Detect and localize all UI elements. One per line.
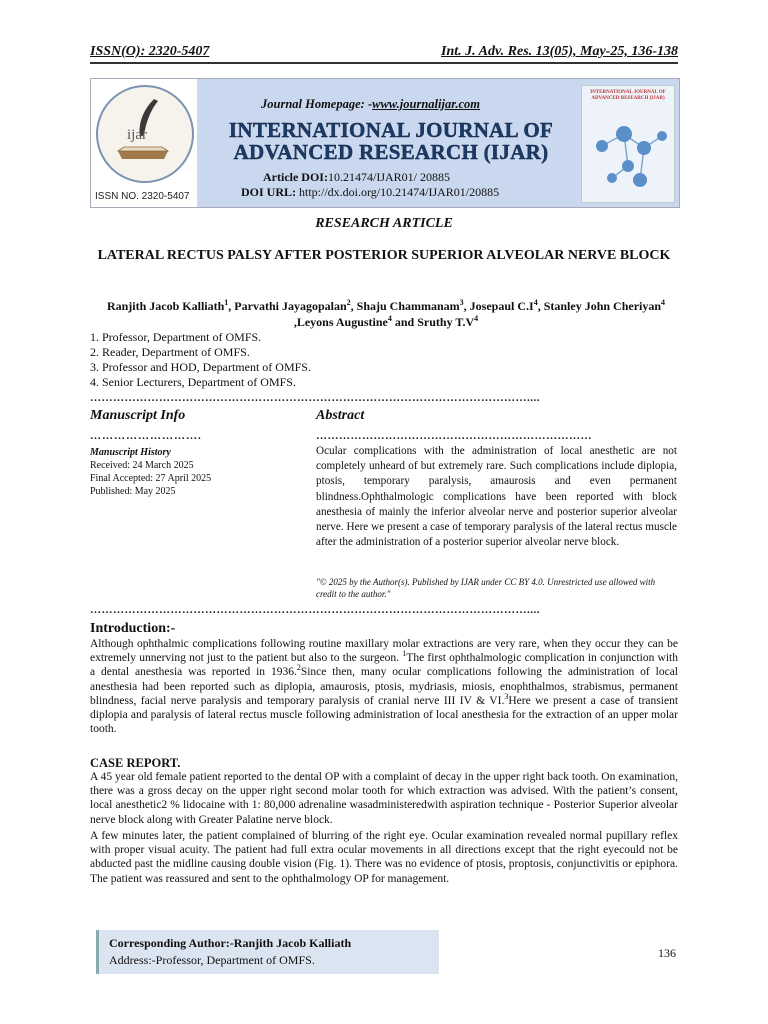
journal-title-line1: INTERNATIONAL JOURNAL OF: [228, 118, 554, 142]
affiliations: [90, 330, 311, 390]
molecule-icon: [582, 86, 674, 202]
affiliation-item: 4. Senior Lecturers, Department of OMFS.: [90, 375, 296, 389]
doi-url[interactable]: http://dx.doi.org/10.21474/IJAR01/20885: [296, 185, 500, 199]
journal-banner: [90, 78, 680, 208]
article-title: LATERAL RECTUS PALSY AFTER POSTERIOR SUPERIOR ALVEOLAR NERVE BLOCK: [97, 248, 671, 263]
manuscript-history: [90, 446, 211, 498]
separator-top: ……………………………………………………………………………………………………....: [90, 392, 540, 404]
introduction-heading: Introduction:-: [90, 621, 176, 636]
authors-line1: Ranjith Jacob Kalliath$^1$, Parvathi Jayagopalan$^2$, Shaju Chammanam$^3$, Josepaul $C.I^4$, Stanley John Cheriyan$^4$: [106, 298, 666, 313]
received-date: Received: 24 March 2025: [90, 460, 194, 471]
affiliation-item: 3. Professor and HOD, Department of OMFS.: [90, 360, 311, 374]
article-type: RESEARCH ARTICLE: [315, 216, 453, 231]
history-heading: Manuscript History: [90, 447, 171, 458]
citation-header: Int. J. Adv. Res. 13(05), May-25, 136-138: [441, 44, 678, 59]
introduction-text: Although ophthalmic complications following routine maxillary molar extractions are very rare, when they occur they can be extremely unnerving not just to the patient but also to the surgeon. $^1$The first ophthalmologic complication in conjunction with a dental anesthesia was reported in 1936.$^2$Since then, many ocular complications following the administration of local anesthesia had been reported such as diplopia, amaurosis, ptosis, mydriasis, miosis, enophthalmos, strabismus, permanent blindness, facial nerve paralysis and temporary paralysis of cranial nerve III IV & VI.$^3$Here we present a case of transient diplopia and paralysis of lateral rectus muscle following administration of local anesthesia for the extraction of an upper molar tooth.: [90, 638, 679, 736]
abstract-dots: ………………………………………………………………: [316, 430, 592, 442]
page-number: 136: [658, 946, 676, 960]
corresponding-author-box: [96, 930, 439, 974]
case-report-para1: A 45 year old female patient reported to the dental OP with a complaint of decay in the upper right back tooth. On examination, there was a gross decay on the upper right second molar tooth for which extraction was advised. With the patient’s consent, local anesthetic2 % lidocaine with 1: 80,000 adrenaline wasadministeredwith aspiration technique - Posterior Superior alveolar nerve block along with Greater Palatine nerve block.: [90, 771, 678, 826]
doi-url-label: DOI URL:: [241, 185, 297, 199]
manuscript-info-heading: Manuscript Info: [90, 408, 186, 423]
cover-title: INTERNATIONAL JOURNAL OF ADVANCED RESEARCH (IJAR): [590, 90, 666, 101]
journal-cover-thumbnail: [581, 85, 675, 203]
header-rule: [90, 62, 678, 64]
doi-block: [241, 170, 499, 200]
published-date: Published: May 2025: [90, 486, 176, 497]
abstract-text: Ocular complications with the administration of local anesthetic are not completely unheard of but extremely rare. Such complications include diplopia, ptosis, temporary paralysis, amaurosis and even permanent blindness.Ophthalmologic complications have been reported with block anesthesia of mainly the inferior alveolar nerve and posterior superior alveolar nerve. Here we present a case of temporary paralysis of the lateral rectus muscle after the administration of a posterior superior alveolar nerve block.: [316, 445, 677, 549]
separator-bottom: ……………………………………………………………………………………………………....: [90, 604, 540, 616]
journal-homepage: [261, 97, 480, 112]
logo-text: ijar: [127, 127, 147, 143]
affiliation-item: 1. Professor, Department of OMFS.: [90, 330, 262, 344]
logo-issn: ISSN NO. 2320-5407: [95, 191, 190, 202]
case-report-heading: CASE REPORT.: [90, 756, 181, 770]
article-doi-label: Article DOI:: [263, 170, 328, 184]
journal-title: [191, 119, 591, 163]
authors-line2: ,Leyons Augustine$^4$ and Sruthy $T.V^4$: [293, 314, 479, 329]
homepage-label: Journal Homepage: -: [261, 97, 373, 111]
issn-header: ISSN(O): 2320-5407: [90, 44, 210, 59]
journal-title-line2: ADVANCED RESEARCH (IJAR): [233, 140, 549, 164]
abstract-heading: Abstract: [316, 408, 365, 423]
author-list: [94, 298, 678, 330]
manuscript-dots: ……………………….: [90, 430, 202, 442]
affiliation-item: 2. Reader, Department of OMFS.: [90, 345, 250, 359]
accepted-date: Final Accepted: 27 April 2025: [90, 473, 212, 484]
author-address: Address:-Professor, Department of OMFS.: [109, 953, 315, 967]
homepage-link[interactable]: www.journalijar.com: [372, 97, 481, 111]
article-doi: 10.21474/IJAR01/ 20885: [327, 170, 450, 184]
journal-logo: [91, 79, 197, 207]
license-note: "© 2025 by the Author(s). Published by IJAR under CC BY 4.0. Unrestricted use allowed with credit to the author.": [316, 577, 656, 599]
corresponding-author: Corresponding Author:-Ranjith Jacob Kalliath: [109, 936, 352, 950]
case-report-para2: A few minutes later, the patient complained of blurring of the right eye. Ocular examination revealed normal pupillary reflex with proper visual acuity. The patient had full extra ocular movements in all directions except that the right eyecould not be abducted past the midline causing double vision (Fig. 1). There was no evidence of ptosis, proptosis, conjunctivitis or epiphora. The patient was reassured and sent to the ophthalmology OP for management.: [90, 830, 678, 885]
